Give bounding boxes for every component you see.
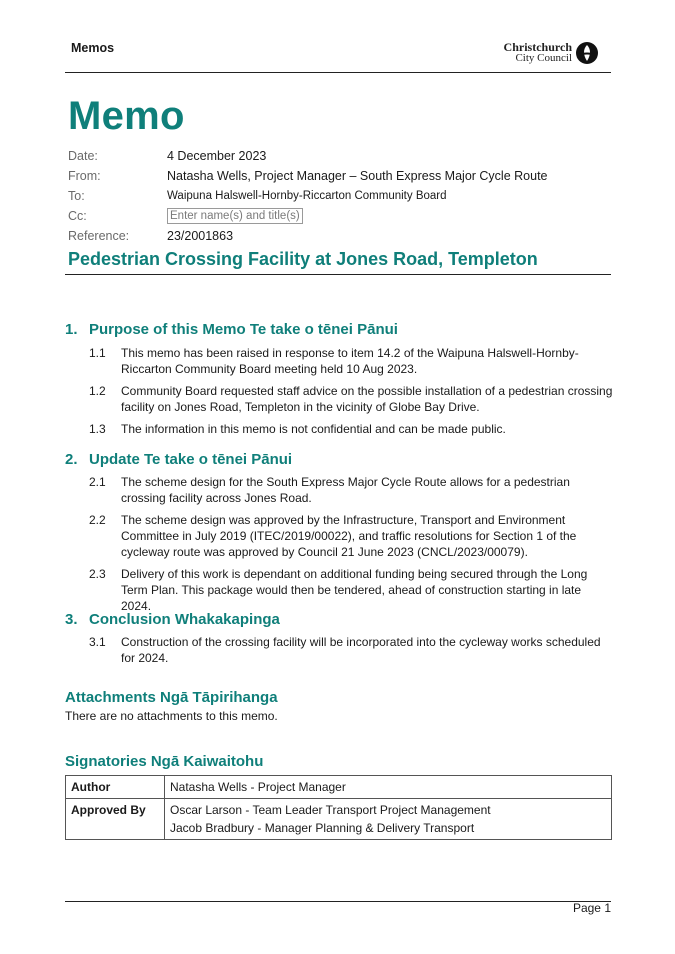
section-title: Update Te take o tēnei Pānui — [89, 451, 293, 468]
memo-subject: Pedestrian Crossing Facility at Jones Road, Templeton — [68, 249, 538, 269]
reference-value: 23/2001863 — [167, 229, 234, 243]
cc-label: Cc: — [68, 209, 87, 223]
list-item — [89, 345, 614, 377]
section-number: 3. — [65, 611, 78, 628]
section-number: 2. — [65, 451, 78, 468]
item-number: 2.2 — [89, 513, 106, 527]
to-label: To: — [68, 189, 85, 203]
list-item — [89, 566, 614, 614]
item-number: 1.2 — [89, 384, 106, 398]
item-text: The scheme design for the South Express Major Cycle Route allows for a pedestrian crossing facility across Jones Road. — [121, 475, 570, 505]
list-item — [89, 383, 614, 415]
from-value: Natasha Wells, Project Manager – South Express Major Cycle Route — [167, 169, 548, 183]
item-number: 2.1 — [89, 475, 106, 489]
approver-2: Jacob Bradbury - Manager Planning & Delivery Transport — [170, 821, 475, 835]
to-row — [68, 186, 613, 206]
header-label: Memos — [71, 41, 115, 55]
reference-label: Reference: — [68, 229, 130, 243]
author-label: Author — [66, 776, 165, 799]
item-text: Delivery of this work is dependant on additional funding being secured through the Long Term Plan. This package would then be tendered, ahead of construction starting in late 2024. — [121, 567, 588, 613]
date-row — [68, 146, 613, 166]
header-divider — [65, 72, 611, 73]
item-text: This memo has been raised in response to item 14.2 of the Waipuna Halswell-Hornby-Riccarton Community Board meeting held 10 Aug 2023. — [121, 346, 579, 376]
item-text: The scheme design was approved by the Infrastructure, Transport and Environment Committee in July 2019 (ITEC/2019/00022), and traffic resolutions for Section 1 of the cycleway route was approved by Council 21 June 2023 (CNCL/2023/00079). — [121, 513, 577, 559]
section-title: Conclusion Whakakapinga — [89, 611, 280, 628]
list-item — [89, 634, 614, 666]
item-number: 3.1 — [89, 635, 106, 649]
cc-input[interactable]: Enter name(s) and title(s) — [167, 208, 303, 224]
table-row — [66, 776, 612, 799]
item-number: 1.3 — [89, 422, 106, 436]
item-text: Construction of the crossing facility will be incorporated into the cycleway works scheduled for 2024. — [121, 635, 601, 665]
attachments-heading: Attachments Ngā Tāpirihanga — [65, 689, 278, 706]
from-row — [68, 166, 613, 186]
page-number: Page 1 — [572, 901, 611, 915]
section-3-heading — [65, 611, 280, 628]
attachments-text: There are no attachments to this memo. — [65, 709, 278, 723]
council-emblem-icon — [575, 41, 599, 65]
author-value: Natasha Wells - Project Manager — [165, 776, 612, 799]
item-text: Community Board requested staff advice on the possible installation of a pedestrian crossing facility on Jones Road, Templeton in the vicinity of Globe Bay Drive. — [121, 384, 613, 414]
table-row — [66, 799, 612, 840]
section-1-heading — [65, 321, 398, 338]
subject-divider — [65, 274, 611, 275]
list-item — [89, 474, 614, 506]
list-item — [89, 421, 614, 437]
list-item — [89, 512, 614, 560]
to-value: Waipuna Halswell-Hornby-Riccarton Community Board — [167, 190, 447, 202]
reference-row — [68, 226, 613, 246]
date-value: 4 December 2023 — [167, 149, 267, 163]
section-2-heading — [65, 451, 292, 468]
item-number: 1.1 — [89, 346, 106, 360]
signatories-table — [65, 775, 612, 840]
date-label: Date: — [68, 149, 98, 163]
logo-line-1: Christchurch — [503, 40, 572, 54]
footer-divider — [65, 901, 611, 902]
section-title: Purpose of this Memo Te take o tēnei Pānui — [89, 321, 398, 338]
item-number: 2.3 — [89, 567, 106, 581]
cc-row — [68, 206, 613, 226]
approver-1: Oscar Larson - Team Leader Transport Project Management — [170, 803, 491, 817]
signatories-heading: Signatories Ngā Kaiwaitohu — [65, 753, 264, 770]
council-logo — [504, 41, 599, 65]
from-label: From: — [68, 169, 101, 183]
memo-details — [68, 146, 613, 246]
approved-value — [165, 799, 612, 840]
approved-label: Approved By — [66, 799, 165, 840]
page-title: Memo — [68, 94, 185, 138]
logo-line-2: City Council — [515, 52, 572, 64]
item-text: The information in this memo is not confidential and can be made public. — [121, 422, 506, 436]
section-number: 1. — [65, 321, 78, 338]
